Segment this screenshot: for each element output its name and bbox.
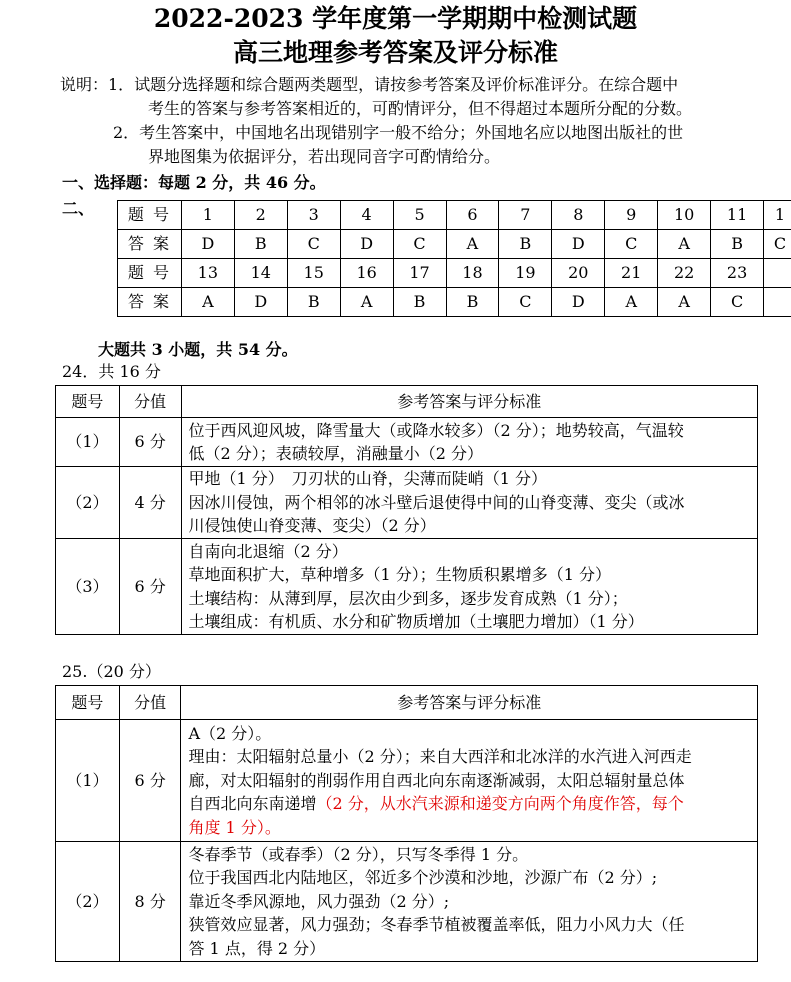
question-number: 17 (393, 259, 446, 288)
note-2a: 2．考生答案中，中国地名出现错别字一般不给分；外国地名应以地图出版社的世 (113, 123, 684, 142)
q24-title: 24．共 16 分 (62, 362, 161, 381)
header-answer: 参考答案与评分标准 (181, 686, 758, 720)
answer-cell (181, 418, 758, 467)
answer-label: 答 案 (118, 230, 182, 259)
choice-answer-table (117, 200, 791, 317)
table-row (118, 259, 791, 288)
question-number: 1 (764, 201, 791, 230)
table-row (56, 386, 758, 418)
table-row (56, 539, 758, 635)
answer-cell: D (552, 230, 605, 259)
table-row (56, 467, 758, 539)
question-number: 14 (234, 259, 287, 288)
answer-cell: C (711, 288, 764, 317)
answer-line: 甲地（1 分） 刀刃状的山脊，尖薄而陡峭（1 分） (188, 469, 548, 489)
question-number: 6 (446, 201, 499, 230)
answer-cell: B (234, 230, 287, 259)
section-comprehensive-heading: 大题共 3 小题，共 54 分。 (98, 340, 298, 359)
answer-cell: A (340, 288, 393, 317)
answer-line: 因冰川侵蚀，两个相邻的冰斗壁后退使得中间的山脊变薄、变尖（或冰 (188, 492, 685, 512)
answer-cell: B (287, 288, 340, 317)
question-number: 22 (658, 259, 711, 288)
question-number: 19 (499, 259, 552, 288)
question-number: （2） (56, 467, 120, 539)
question-number: 11 (711, 201, 764, 230)
answer-line (188, 792, 753, 816)
note-1a: 说明：1．试题分选择题和综合题两类题型，请按参考答案及评价标准评分。在综合题中 (60, 75, 679, 94)
question-number: 20 (552, 259, 605, 288)
question-number: （1） (56, 418, 120, 467)
answer-cell (181, 720, 758, 842)
note-1b: 考生的答案与参考答案相近的，可酌情评分，但不得超过本题所分配的分数。 (148, 99, 693, 118)
question-number: 8 (552, 201, 605, 230)
answer-cell: B (393, 288, 446, 317)
answer-line: 低（2 分）；表碛较厚，消融量小（2 分） (188, 444, 484, 463)
answer-line: 廊，对太阳辐射的削弱作用自西北向东南逐渐减弱，太阳总辐射量总体 (188, 770, 685, 790)
table-row (118, 288, 791, 317)
answer-line: 土壤组成：有机质、水分和矿物质增加（土壤肥力增加）（1 分） (188, 612, 644, 631)
header-num: 题号 (56, 386, 120, 418)
table-row (56, 842, 758, 962)
answer-label: 答 案 (118, 288, 182, 317)
question-score: 8 分 (119, 842, 181, 962)
answer-line: 土壤结构：从薄到厚，层次由少到多，逐步发育成熟（1 分）； (188, 588, 628, 608)
answer-cell: D (340, 230, 393, 259)
answer-cell: B (446, 288, 499, 317)
answer-cell: A (605, 288, 658, 317)
question-number: 1 (181, 201, 234, 230)
table-row (118, 201, 791, 230)
header-score: 分值 (119, 686, 181, 720)
answer-cell: A (181, 288, 234, 317)
answer-cell: A (658, 230, 711, 259)
question-number (764, 259, 791, 288)
question-number: （3） (56, 539, 120, 635)
question-number: （2） (56, 842, 120, 962)
answer-line: 草地面积扩大，草种增多（1 分）；生物质积累增多（1 分） (188, 565, 612, 584)
answer-cell (181, 539, 758, 635)
answer-line: 冬春季节（或春季）（2 分），只写冬季得 1 分。 (188, 844, 529, 864)
question-number: 3 (287, 201, 340, 230)
answer-cell: C (287, 230, 340, 259)
question-number-label: 题 号 (118, 259, 182, 288)
question-number: 16 (340, 259, 393, 288)
page-subtitle: 高三地理参考答案及评分标准 (232, 38, 558, 67)
header-answer: 参考答案与评分标准 (181, 386, 758, 418)
table-row (118, 230, 791, 259)
table-row (56, 418, 758, 467)
question-number: 2 (234, 201, 287, 230)
question-score: 4 分 (119, 467, 181, 539)
question-number: 23 (711, 259, 764, 288)
question-number: 15 (287, 259, 340, 288)
question-number: 5 (393, 201, 446, 230)
question-number: 18 (446, 259, 499, 288)
question-number: 13 (181, 259, 234, 288)
answer-cell: D (552, 288, 605, 317)
answer-cell (764, 288, 791, 317)
question-number: 10 (658, 201, 711, 230)
question-score: 6 分 (119, 418, 181, 467)
page-title: 2022-2023 学年度第一学期期中检测试题 (153, 4, 638, 33)
answer-line: 靠近冬季风源地，风力强劲（2 分）; (188, 891, 450, 911)
answer-line: A（2 分）。 (188, 723, 272, 743)
answer-line: 川侵蚀使山脊变薄、变尖）（2 分） (188, 516, 436, 536)
scoring-note: （2 分，从水汽来源和递变方向两个角度作答，每个 (316, 794, 684, 814)
answer-cell: C (605, 230, 658, 259)
answer-line: 自南向北退缩（2 分） (188, 541, 348, 561)
answer-cell: C (764, 230, 791, 259)
table-row (56, 686, 758, 720)
question-number: 4 (340, 201, 393, 230)
answer-cell (181, 467, 758, 539)
question-score: 6 分 (119, 539, 181, 635)
table-row (56, 720, 758, 842)
section-marker: 二、 (62, 199, 95, 218)
answer-line: 狭管效应显著，风力强劲；冬春季节植被覆盖率低，阻力小风力大（任 (188, 915, 685, 935)
scoring-note: 角度 1 分）。 (188, 817, 281, 837)
question-number-label: 题 号 (118, 201, 182, 230)
question-number: （1） (56, 720, 120, 842)
section-choice-heading: 一、选择题：每题 2 分，共 46 分。 (62, 173, 326, 192)
question-score: 6 分 (119, 720, 181, 842)
question-number: 21 (605, 259, 658, 288)
answer-line: 位于西风迎风坡，降雪量大（或降水较多）（2 分）；地势较高，气温较 (188, 420, 684, 440)
answer-text: 自西北向东南递增 (188, 794, 317, 814)
answer-cell (181, 842, 758, 962)
question-number: 9 (605, 201, 658, 230)
header-num: 题号 (56, 686, 120, 720)
q24-table (55, 385, 758, 635)
answer-cell: C (393, 230, 446, 259)
q25-title: 25.（20 分） (62, 662, 161, 681)
note-2b: 界地图集为依据评分，若出现同音字可酌情给分。 (148, 147, 501, 166)
answer-cell: A (446, 230, 499, 259)
answer-cell: A (658, 288, 711, 317)
header-score: 分值 (119, 386, 181, 418)
question-number: 7 (499, 201, 552, 230)
answer-cell: D (234, 288, 287, 317)
q25-table (55, 685, 758, 962)
answer-line: 位于我国西北内陆地区，邻近多个沙漠和沙地，沙源广布（2 分）; (188, 868, 658, 888)
answer-cell: B (499, 230, 552, 259)
answer-cell: D (181, 230, 234, 259)
answer-line: 理由：太阳辐射总量小（2 分）；来自大西洋和北冰洋的水汽进入河西走 (188, 747, 692, 767)
answer-cell: C (499, 288, 552, 317)
answer-line: 答 1 点，得 2 分） (188, 938, 326, 958)
answer-cell: B (711, 230, 764, 259)
